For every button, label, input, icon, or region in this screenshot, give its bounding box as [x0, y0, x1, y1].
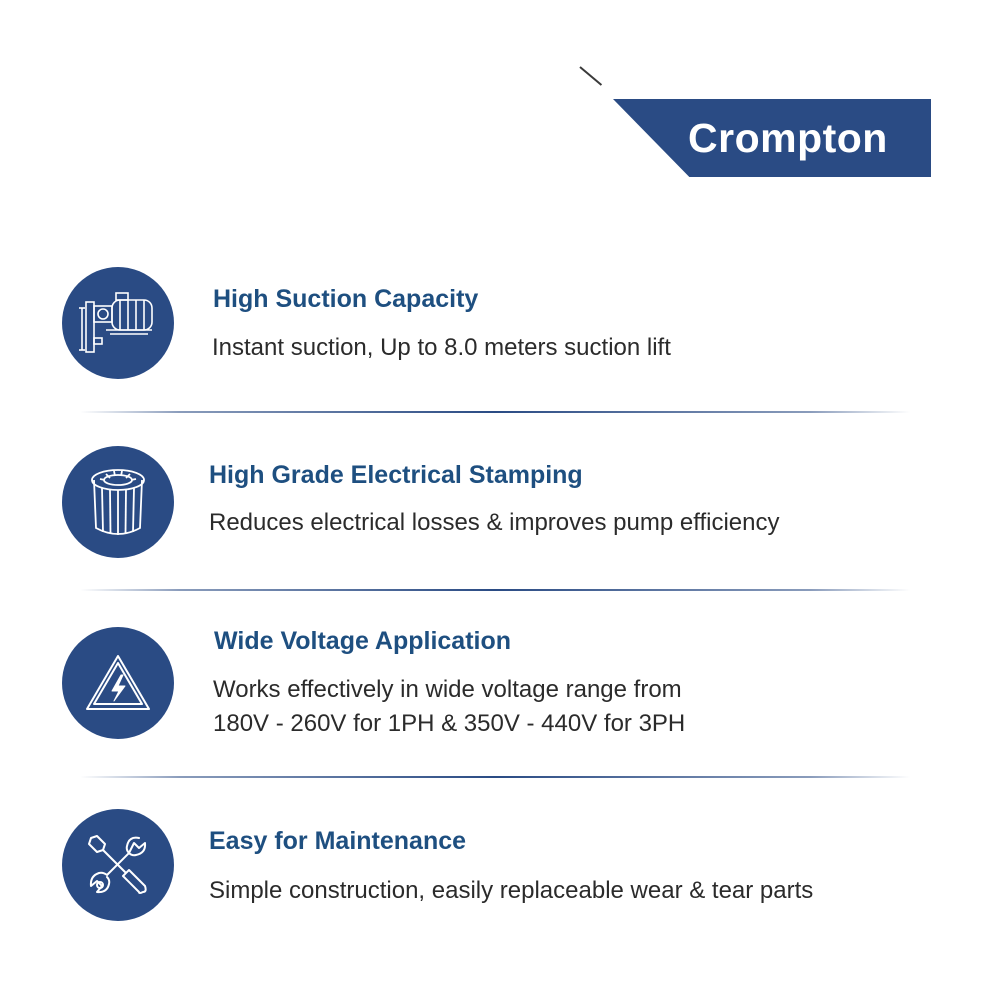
- feature-description-line: Simple construction, easily replaceable wear & tear parts: [209, 877, 814, 904]
- feature-title: Wide Voltage Application: [214, 627, 512, 655]
- feature-description: [209, 874, 813, 908]
- feature-description: [213, 673, 685, 741]
- feature-title: Easy for Maintenance: [209, 827, 467, 855]
- stator-stamping-icon: [62, 446, 174, 558]
- feature-description-line: Instant suction, Up to 8.0 meters suction lift: [212, 334, 671, 361]
- pump-suction-icon: [62, 267, 174, 379]
- brand-accent-line: [579, 66, 602, 86]
- brand-logo-text: Crompton: [688, 114, 888, 161]
- feature-description: [209, 506, 779, 540]
- feature-description: [212, 331, 671, 365]
- feature-description-line: Reduces electrical losses & improves pump efficiency: [209, 509, 780, 536]
- divider: [80, 776, 910, 778]
- divider: [80, 411, 910, 413]
- high-voltage-icon: [62, 627, 174, 739]
- tools-icon: [62, 809, 174, 921]
- feature-title: High Grade Electrical Stamping: [209, 461, 583, 489]
- divider: [80, 589, 910, 591]
- feature-description-line: Works effectively in wide voltage range from: [213, 676, 682, 703]
- feature-title: High Suction Capacity: [213, 285, 479, 313]
- feature-description-line: 180V - 260V for 1PH & 350V - 440V for 3PH: [213, 710, 686, 737]
